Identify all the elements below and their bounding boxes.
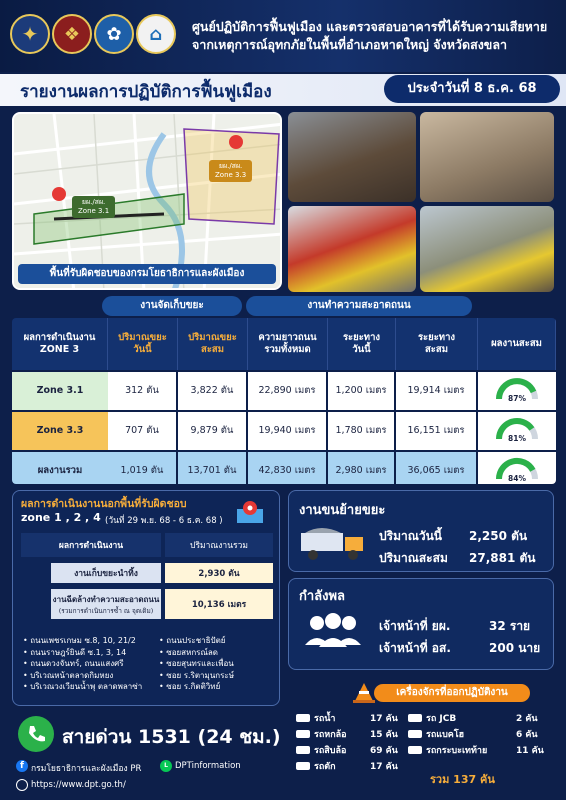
table-cell: 9,879 ตัน: [178, 412, 246, 450]
photo-muddy-road: [420, 112, 554, 202]
table-header-6: ผลงานสะสม: [478, 318, 556, 370]
machines-left-list: [296, 710, 426, 774]
zone-map: [12, 112, 282, 290]
table-cell: 3,822 ตัน: [178, 372, 246, 410]
waste-transport-box: [288, 490, 554, 572]
machine-name: รถหกล้อ: [314, 730, 347, 740]
street-item: • ถนนดวงจันทร์, ถนนแสงศรี: [23, 659, 124, 668]
outside-zones: zone 1 , 2 , 4: [21, 511, 101, 524]
table-header-4: ระยะทาง วันนี้: [328, 318, 396, 370]
machine-row: [296, 742, 426, 758]
machine-count: 6 คัน: [516, 730, 538, 740]
street-item: • บริเวณหน้าตลาดกิมหยง: [23, 670, 114, 680]
seal-logo-1: ✦: [10, 14, 50, 54]
outside-h1: ผลการดำเนินงาน: [21, 533, 161, 557]
machine-count: 17 คัน: [370, 714, 398, 724]
street-item: • ซอย ร.กิตติวิทย์: [159, 682, 221, 691]
machine-name: รถ JCB: [426, 714, 457, 724]
waste-total-value: 27,881 ตัน: [469, 551, 536, 565]
outside-r2b: 10,136 เมตร: [165, 589, 273, 619]
progress-gauge: [478, 412, 556, 450]
photo-workers: [420, 206, 554, 292]
zone3-table: [12, 318, 556, 484]
outside-h2: ปริมาณงานรวม: [165, 533, 273, 557]
table-row-name: ผลงานรวม: [12, 452, 108, 484]
machine-name: รถสิบล้อ: [314, 746, 347, 756]
table-cell: 42,830 เมตร: [248, 452, 326, 484]
table-row-name: Zone 3.3: [12, 412, 108, 450]
machine-count: 15 คัน: [370, 730, 398, 740]
machine-count: 17 คัน: [370, 762, 398, 772]
facebook-link[interactable]: กรมโยธาธิการและผังเมือง PR: [31, 764, 142, 774]
machine-count: 2 คัน: [516, 714, 538, 724]
machine-row: [408, 726, 554, 742]
report-date: ประจำวันที่ 8 ธ.ค. 68: [384, 75, 560, 103]
machine-row: [296, 726, 426, 742]
vehicle-icon: [408, 730, 422, 738]
line-icon: L: [160, 760, 172, 772]
vehicle-icon: [408, 714, 422, 722]
table-header-2: ปริมาณขยะ สะสม: [178, 318, 248, 370]
vehicle-icon: [296, 730, 310, 738]
table-cell: 2,980 เมตร: [328, 452, 394, 484]
vehicle-icon: [296, 762, 310, 770]
machine-name: รถน้ำ: [314, 714, 336, 724]
table-header-5: ระยะทาง สะสม: [396, 318, 478, 370]
table-cell: 707 ตัน: [108, 412, 176, 450]
staff-box: [288, 578, 554, 670]
line-link[interactable]: DPTinformation: [175, 761, 241, 771]
table-cell: 36,065 เมตร: [396, 452, 476, 484]
outside-r2a-note: (รวมการดำเนินการซ้ำ ณ จุดเดิม): [58, 606, 154, 615]
people-icon: [303, 611, 363, 651]
table-cell: 13,701 ตัน: [178, 452, 246, 484]
table-cell: 1,019 ตัน: [108, 452, 176, 484]
machine-row: [296, 710, 426, 726]
machine-row: [296, 758, 426, 774]
outside-r1a: งานเก็บขยะนำทิ้ง: [51, 563, 161, 583]
outside-r1b: 2,930 ตัน: [165, 563, 273, 583]
machine-count: 11 คัน: [516, 746, 544, 756]
zone31-label: ยผ./สผ. Zone 3.1: [72, 196, 115, 218]
machine-row: [408, 742, 554, 758]
streets-left: [23, 635, 155, 693]
streets-right: [159, 635, 277, 693]
zone33-label: ยผ./สผ. Zone 3.3: [209, 160, 252, 182]
table-header-0: ผลการดำเนินงาน ZONE 3: [12, 318, 108, 370]
globe-icon: [16, 779, 28, 791]
seal-logo-3: ✿: [94, 14, 134, 54]
gauge-percent: 84%: [508, 474, 526, 483]
street-item: • ซอยสหกรณ์ลด: [159, 647, 218, 657]
vehicle-icon: [296, 746, 310, 754]
table-cell: 16,151 เมตร: [396, 412, 476, 450]
group-waste-collection: งานจัดเก็บขยะ: [102, 296, 242, 316]
outside-r2a: งานฉีดล้างทำความสะอาดถนน: [52, 594, 160, 604]
staff-v1: 32 ราย: [489, 619, 531, 633]
seal-logo-2: ❖: [52, 14, 92, 54]
waste-total-label: ปริมาณสะสม: [379, 551, 448, 565]
street-item: • ซอยสุนทรและเพื่อน: [159, 659, 234, 668]
table-cell: 22,890 เมตร: [248, 372, 326, 410]
gauge-percent: 87%: [508, 394, 526, 403]
dump-truck-icon: [301, 527, 365, 561]
report-title: รายงานผลการปฏิบัติการฟื้นฟูเมือง: [20, 82, 272, 102]
waste-title: งานขนย้ายขยะ: [299, 503, 386, 518]
waste-today-value: 2,250 ตัน: [469, 529, 528, 543]
street-item: • ถนนประชาธิปัตย์: [159, 636, 226, 645]
outside-title: ผลการดำเนินงานนอกพื้นที่รับผิดชอบ: [21, 498, 187, 510]
outside-date-range: (วันที่ 29 พ.ย. 68 - 6 ธ.ค. 68 ): [105, 516, 223, 526]
machines-right-list: [408, 710, 554, 758]
machine-name: รถตัก: [314, 762, 336, 772]
outside-zone-box: [12, 490, 280, 706]
vehicle-icon: [296, 714, 310, 722]
staff-v2: 200 นาย: [489, 641, 541, 655]
table-cell: 1,780 เมตร: [328, 412, 394, 450]
phone-icon: [18, 716, 54, 752]
staff-l2: เจ้าหน้าที่ อส.: [379, 641, 451, 655]
gauge-percent: 81%: [508, 434, 526, 443]
machine-name: รถแบคโฮ: [426, 730, 465, 740]
machines-total: รวม 137 คัน: [430, 773, 495, 786]
photo-debris-street: [288, 112, 416, 202]
table-cell: 19,940 เมตร: [248, 412, 326, 450]
table-header-3: ความยาวถนน รวมทั้งหมด: [248, 318, 328, 370]
machine-count: 69 คัน: [370, 746, 398, 756]
progress-gauge: [478, 452, 556, 484]
map-pin-icon: [235, 499, 265, 525]
machine-name: รถกระบะเทท้าย: [426, 746, 488, 756]
facebook-icon: f: [16, 760, 28, 772]
photo-truck-loader: [288, 206, 416, 292]
machines-title: เครื่องจักรที่ออกปฏิบัติงาน: [374, 684, 530, 702]
waste-today-label: ปริมาณวันนี้: [379, 529, 442, 543]
group-road-cleaning: งานทำความสะอาดถนน: [246, 296, 472, 316]
street-item: • ถนนเพชรเกษม ซ.8, 10, 21/2: [23, 636, 136, 645]
machine-row: [408, 710, 554, 726]
header-line-2: จากเหตุการณ์อุทกภัยในพื้นที่อำเภอหาดใหญ่ จังหวัดสงขลา: [192, 37, 508, 52]
street-item: • ซอย ร.ริตามุนกระษ์: [159, 670, 235, 680]
progress-gauge: [478, 372, 556, 410]
outside-table: [21, 533, 273, 625]
street-item: • ถนนราษฎร์ยินดี ซ.1, 3, 14: [23, 647, 127, 657]
table-row-name: Zone 3.1: [12, 372, 108, 410]
table-header-1: ปริมาณขยะ วันนี้: [108, 318, 178, 370]
table-cell: 1,200 เมตร: [328, 372, 394, 410]
table-cell: 19,914 เมตร: [396, 372, 476, 410]
staff-l1: เจ้าหน้าที่ ยผ.: [379, 619, 451, 633]
header-line-1: ศูนย์ปฏิบัติการฟื้นฟูเมือง และตรวจสอบอาคารที่ได้รับความเสียหาย: [192, 19, 548, 34]
hotline-text[interactable]: สายด่วน 1531 (24 ชม.): [62, 726, 281, 748]
vehicle-icon: [408, 746, 422, 754]
seal-logo-4: ⌂: [136, 14, 176, 54]
staff-title: กำลังพล: [299, 589, 346, 604]
traffic-cone-icon: [352, 682, 376, 704]
website-link[interactable]: https://www.dpt.go.th/: [31, 780, 126, 790]
street-item: • บริเวณวงเวียนน้ำพุ ตลาดพลาซ่า: [23, 682, 143, 691]
table-cell: 312 ตัน: [108, 372, 176, 410]
map-caption: พื้นที่รับผิดชอบของกรมโยธาธิการและผังเมือง: [18, 264, 276, 284]
